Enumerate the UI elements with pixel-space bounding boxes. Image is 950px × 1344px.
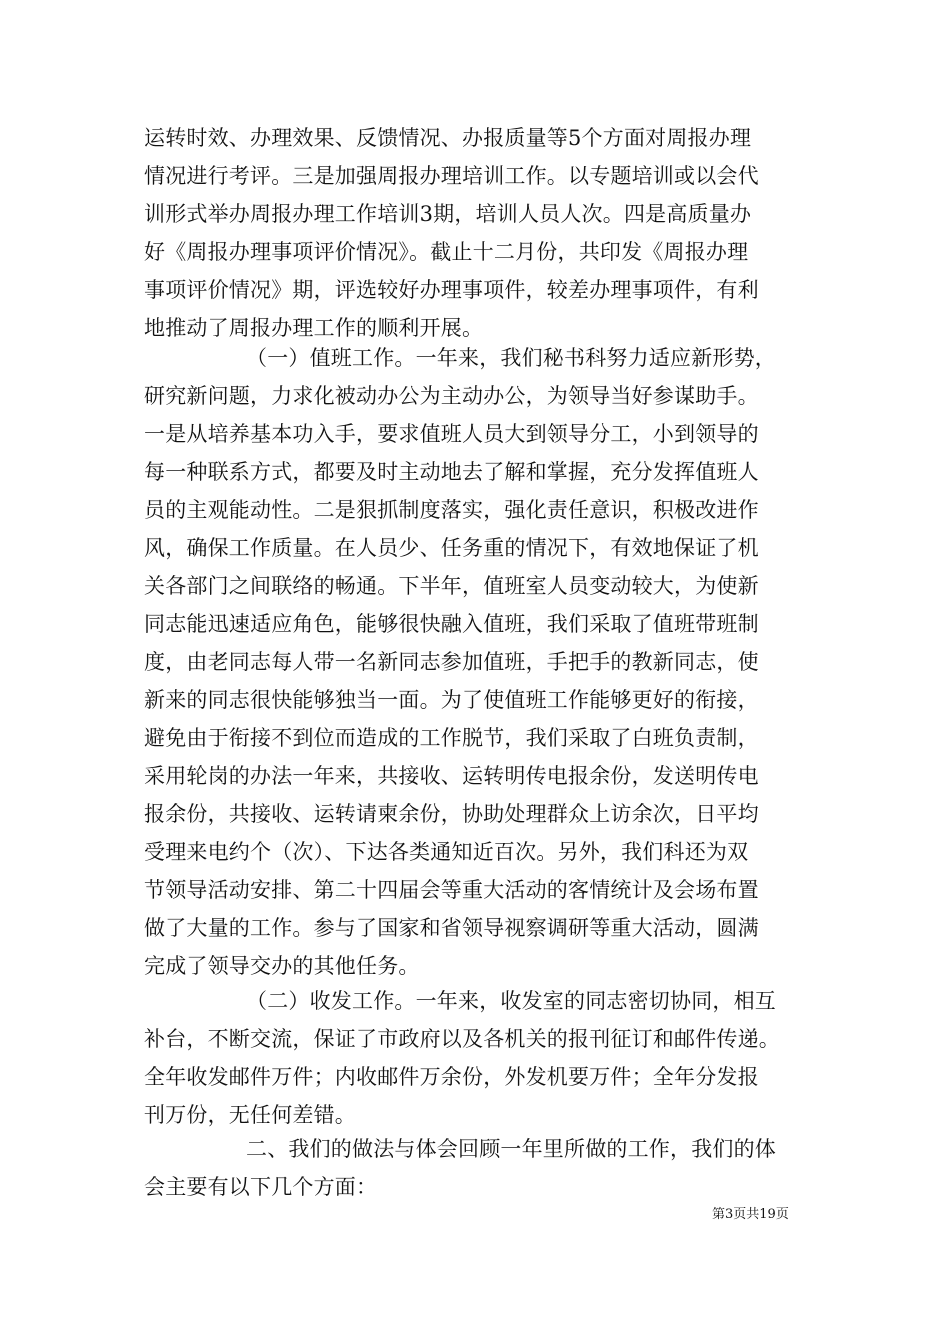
text-line: 全年收发邮件万件；内收邮件万余份，外发机要万件；全年分发报 — [144, 1065, 759, 1089]
text-line: 事项评价情况》期，评选较好办理事项件，较差办理事项件，有利 — [144, 278, 759, 302]
text-line: 好《周报办理事项评价情况》。截止十二月份，共印发《周报办理 — [144, 240, 749, 264]
text-line: （一）值班工作。一年来，我们秘书科努力适应新形势， — [246, 346, 776, 370]
text-line: 风，确保工作质量。在人员少、任务重的情况下，有效地保证了机 — [144, 536, 759, 560]
page-number: 第3页共19页 — [712, 1207, 789, 1222]
text-line: 报余份，共接收、运转请柬余份，协助处理群众上访余次，日平均 — [144, 802, 759, 826]
text-line: 节领导活动安排、第二十四届会等重大活动的客情统计及会场布置 — [144, 878, 759, 902]
text-line: 完成了领导交办的其他任务。 — [144, 954, 420, 978]
text-line: 补台，不断交流，保证了市政府以及各机关的报刊征订和邮件传递。 — [144, 1027, 780, 1051]
text-line: 训形式举办周报办理工作培训3期，培训人员人次。四是高质量办 — [144, 202, 752, 226]
text-line: 情况进行考评。三是加强周报办理培训工作。以专题培训或以会代 — [144, 164, 759, 188]
text-line: 新来的同志很快能够独当一面。为了使值班工作能够更好的衔接， — [144, 688, 759, 712]
text-line: 运转时效、办理效果、反馈情况、办报质量等5个方面对周报办理 — [144, 126, 752, 150]
text-line: 研究新问题，力求化被动办公为主动办公，为领导当好参谋助手。 — [144, 384, 759, 408]
text-line: 刊万份，无任何差错。 — [144, 1103, 356, 1127]
text-line: 避免由于衔接不到位而造成的工作脱节，我们采取了白班负责制， — [144, 726, 759, 750]
text-line: 会主要有以下几个方面： — [144, 1175, 378, 1199]
text-line: 做了大量的工作。参与了国家和省领导视察调研等重大活动，圆满 — [144, 916, 759, 940]
text-line: 受理来电约个（次）、下达各类通知近百次。另外，我们科还为双 — [144, 840, 749, 864]
text-line: 关各部门之间联络的畅通。下半年，值班室人员变动较大，为使新 — [144, 574, 759, 598]
text-line: 二、我们的做法与体会回顾一年里所做的工作，我们的体 — [246, 1137, 776, 1161]
text-line: 每一种联系方式，都要及时主动地去了解和掌握，充分发挥值班人 — [144, 460, 759, 484]
text-line: 同志能迅速适应角色，能够很快融入值班，我们采取了值班带班制 — [144, 612, 759, 636]
text-line: 一是从培养基本功入手，要求值班人员大到领导分工，小到领导的 — [144, 422, 759, 446]
text-line: （二）收发工作。一年来，收发室的同志密切协同，相互 — [246, 989, 776, 1013]
text-line: 度，由老同志每人带一名新同志参加值班，手把手的教新同志，使 — [144, 650, 759, 674]
text-line: 员的主观能动性。二是狠抓制度落实，强化责任意识，积极改进作 — [144, 498, 759, 522]
text-line: 采用轮岗的办法一年来，共接收、运转明传电报余份，发送明传电 — [144, 764, 759, 788]
text-line: 地推动了周报办理工作的顺利开展。 — [144, 316, 484, 340]
